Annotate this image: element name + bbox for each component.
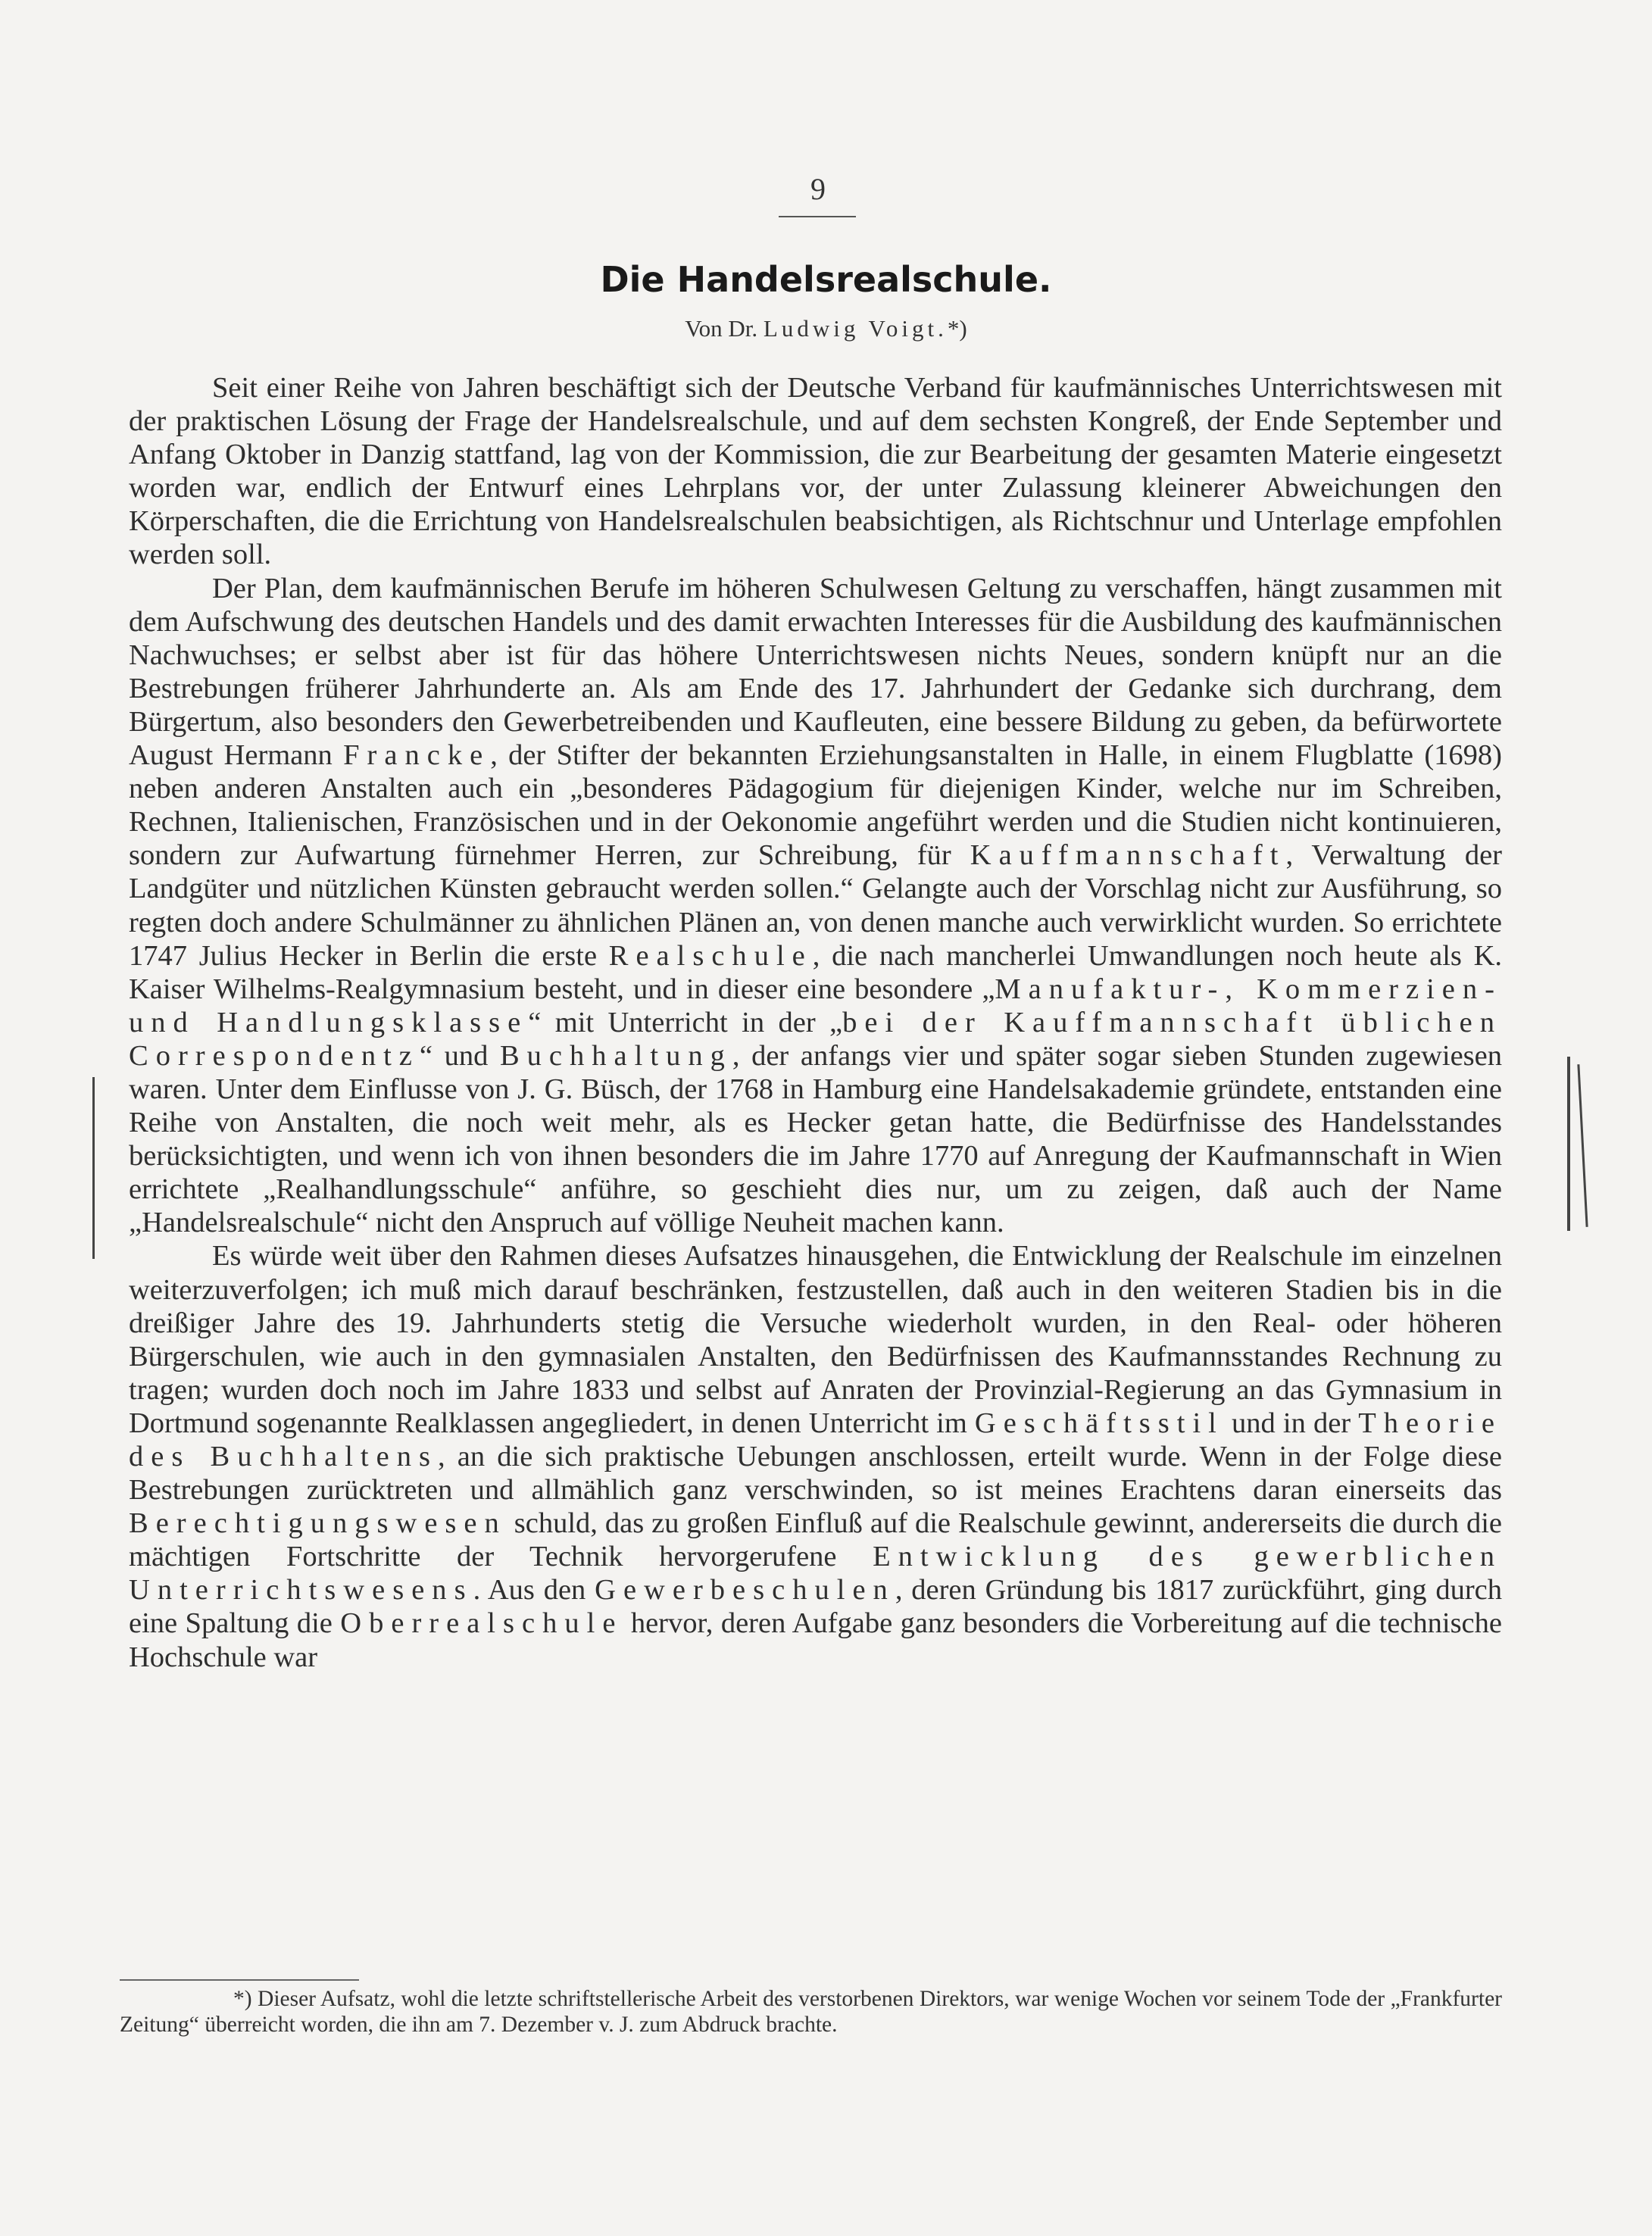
text-run: . Aus den	[473, 1574, 595, 1607]
text-run: und in der	[1223, 1407, 1359, 1439]
page-number: 9	[810, 172, 826, 206]
text-run: Es würde weit über den Rahmen dieses Aufsatzes hinausgehen, die Entwicklung der Realschule im einzelnen weiterzuverfolgen; ich muß mich darauf beschränken, festzustellen, daß auch in den weiteren Stadien bis in die dreißiger Jahre des 19. Jahrhunderts stetig die Versuche wiederholt wurden, in den Real- oder höheren Bürgerschulen, wie auch in den gymnasialen Anstalten, den Bedürfnissen des Kaufmannsstandes Rechnung zu tragen; wurden doch noch im Jahre 1833 und selbst auf Anraten der Provinzial-Regierung an das Gymnasium in Dortmund sogenannte Realklassen angegliedert, in denen Unterricht im	[129, 1240, 1502, 1439]
emphasized-text: Geschäftsstil	[974, 1407, 1224, 1439]
text-run: “ und	[419, 1039, 500, 1072]
text-run: schuld, das zu großen Einfluß auf die Realschule gewinnt, andererseits die durch die mächtigen Fortschritte der Technik hervorgerufene	[129, 1507, 1502, 1573]
emphasized-text: Francke	[343, 739, 491, 772]
text-run: Der Plan, dem kaufmännischen Berufe im höheren Schulwesen Geltung zu verschaffen, hängt zusammen mit dem Aufschwung des deutschen Handels und des damit erwachten Interesses für die Ausbildung des kaufmännischen Nachwuchses; er selbst aber ist für das höhere Unterrichtswesen nichts Neues, sondern knüpft nur an die Bestrebungen früherer Jahrhunderte an. Als am Ende des 17. Jahrhundert der Gedanke sich durchrang, dem Bürgertum, also besonders den Gewerbetreibenden und Kaufleuten, eine bessere Bildung zu geben, da befürwortete August Hermann	[129, 572, 1502, 772]
margin-pencil-mark-right	[1567, 1057, 1570, 1231]
emphasized-text: Theorie des Buchhaltens	[129, 1407, 1503, 1472]
byline-author: Ludwig Voigt.	[763, 315, 948, 342]
article-title: Die Handelsrealschule.	[600, 259, 1052, 300]
margin-pencil-mark-right-2	[1577, 1064, 1588, 1227]
text-run: Seit einer Reihe von Jahren beschäftigt sich der Deutsche Verband für kaufmännisches Unterrichtswesen mit der praktischen Lösung der Frage der Handelsrealschule, und auf dem sechsten Kongreß, der Ende September und Anfang Oktober in Danzig stattfand, lag von der Kommission, die zur Bearbeitung der gesamten Materie eingesetzt worden war, endlich der Entwurf eines Lehrplans vor, der unter Zulassung kleinerer Abweichungen den Körperschaften, die die Errichtung von Handelsrealschulen beabsichtigen, als Richtschnur und Unterlage empfohlen werden soll.	[129, 372, 1502, 571]
text-run: , der anfangs vier und später sogar sieben Stunden zugewiesen waren. Unter dem Einflusse von J. G. Büsch, der 1768 in Hamburg eine Handelsakademie gründete, entstanden eine Reihe von Anstalten, die noch weit mehr, als es Hecker getan hatte, die Bedürfnisse des Handelsstandes berücksichtigten, und wenn ich von ihnen besonders die im Jahre 1770 auf Anregung der Kaufmannschaft in Wien errichtete „Realhandlungsschule“ anführe, so geschieht dies nur, um zu zeigen, daß auch der Name „Handelsrealschule“ nicht den Anspruch auf völlige Neuheit machen kann.	[129, 1039, 1502, 1239]
paragraph-2	[129, 572, 1502, 1240]
footnote: *) Dieser Aufsatz, wohl die letzte schriftstellerische Arbeit des verstorbenen Direktors, war wenige Wochen vor seinem Tode der „Frankfurter Zeitung“ überreicht worden, die ihn am 7. Dezember v. J. zum Abdruck brachte.	[120, 1987, 1502, 2037]
emphasized-text: Realschule	[608, 939, 813, 972]
text-run: , an die sich praktische Uebungen anschlossen, erteilt wurde. Wenn in der Folge diese Bestrebungen zurücktreten und allmählich ganz verschwinden, so ist meines Erachtens daran einerseits das	[129, 1441, 1503, 1507]
byline-prefix: Von Dr.	[685, 315, 764, 342]
emphasized-text: Kauffmannschaft	[970, 839, 1286, 872]
emphasized-text: Manufaktur-, Kommerzien- und Handlungsklasse	[129, 973, 1502, 1038]
margin-pencil-mark-left	[92, 1077, 95, 1259]
text-run: “ mit Unterricht in der „	[528, 1006, 843, 1038]
text-run: , die nach mancherlei Umwandlungen noch heute als K. Kaiser Wilhelms-Realgymnasium besteht, und in dieser eine besondere „	[129, 939, 1502, 1005]
text-run: hervor, deren Aufgabe ganz besonders die Vorbereitung auf die technische Hochschule war	[129, 1607, 1502, 1673]
footnote-rule	[120, 1979, 359, 1981]
article-body	[129, 371, 1502, 1674]
emphasized-text: Berechtigungswesen	[129, 1507, 507, 1540]
emphasized-text: Oberrealschule	[340, 1607, 623, 1640]
footnote-ref: *)	[947, 315, 967, 342]
emphasized-text: Gewerbeschulen	[595, 1574, 895, 1607]
emphasized-text: bei der Kauffmannschaft üblichen Correspondentz	[129, 1006, 1502, 1072]
byline	[0, 315, 1652, 342]
text-run: , der Stifter der bekannten Erziehungsanstalten in Halle, in einem Flugblatte (1698) neben anderen Anstalten auch ein „besonderes Pädagogium für diejenigen Kinder, welche nur im Schreiben, Rechnen, Italienischen, Französischen und in der Oekonomie angeführt werden und die Studien nicht kontinuieren, sondern zur Aufwartung fürnehmer Herren, zur Schreibung, für	[129, 739, 1502, 872]
emphasized-text: Entwicklung des gewerblichen Unterrichtswesens	[129, 1541, 1502, 1607]
emphasized-text: Buchhaltung	[499, 1039, 732, 1072]
page-number-rule	[779, 216, 856, 217]
text-run: , Verwaltung der Landgüter und nützlichen Künsten gebraucht werden sollen.“ Gelangte auch der Vorschlag nicht zur Ausführung, so regten doch andere Schulmänner zu ähnlichen Plänen an, von denen manche auch verwirklicht wurden. So errichtete 1747 Julius Hecker in Berlin die erste	[129, 839, 1502, 972]
paragraph-3	[129, 1239, 1502, 1673]
text-run: , deren Gründung bis 1817 zurückführt, ging durch eine Spaltung die	[129, 1574, 1502, 1640]
paragraph-1	[129, 371, 1502, 572]
